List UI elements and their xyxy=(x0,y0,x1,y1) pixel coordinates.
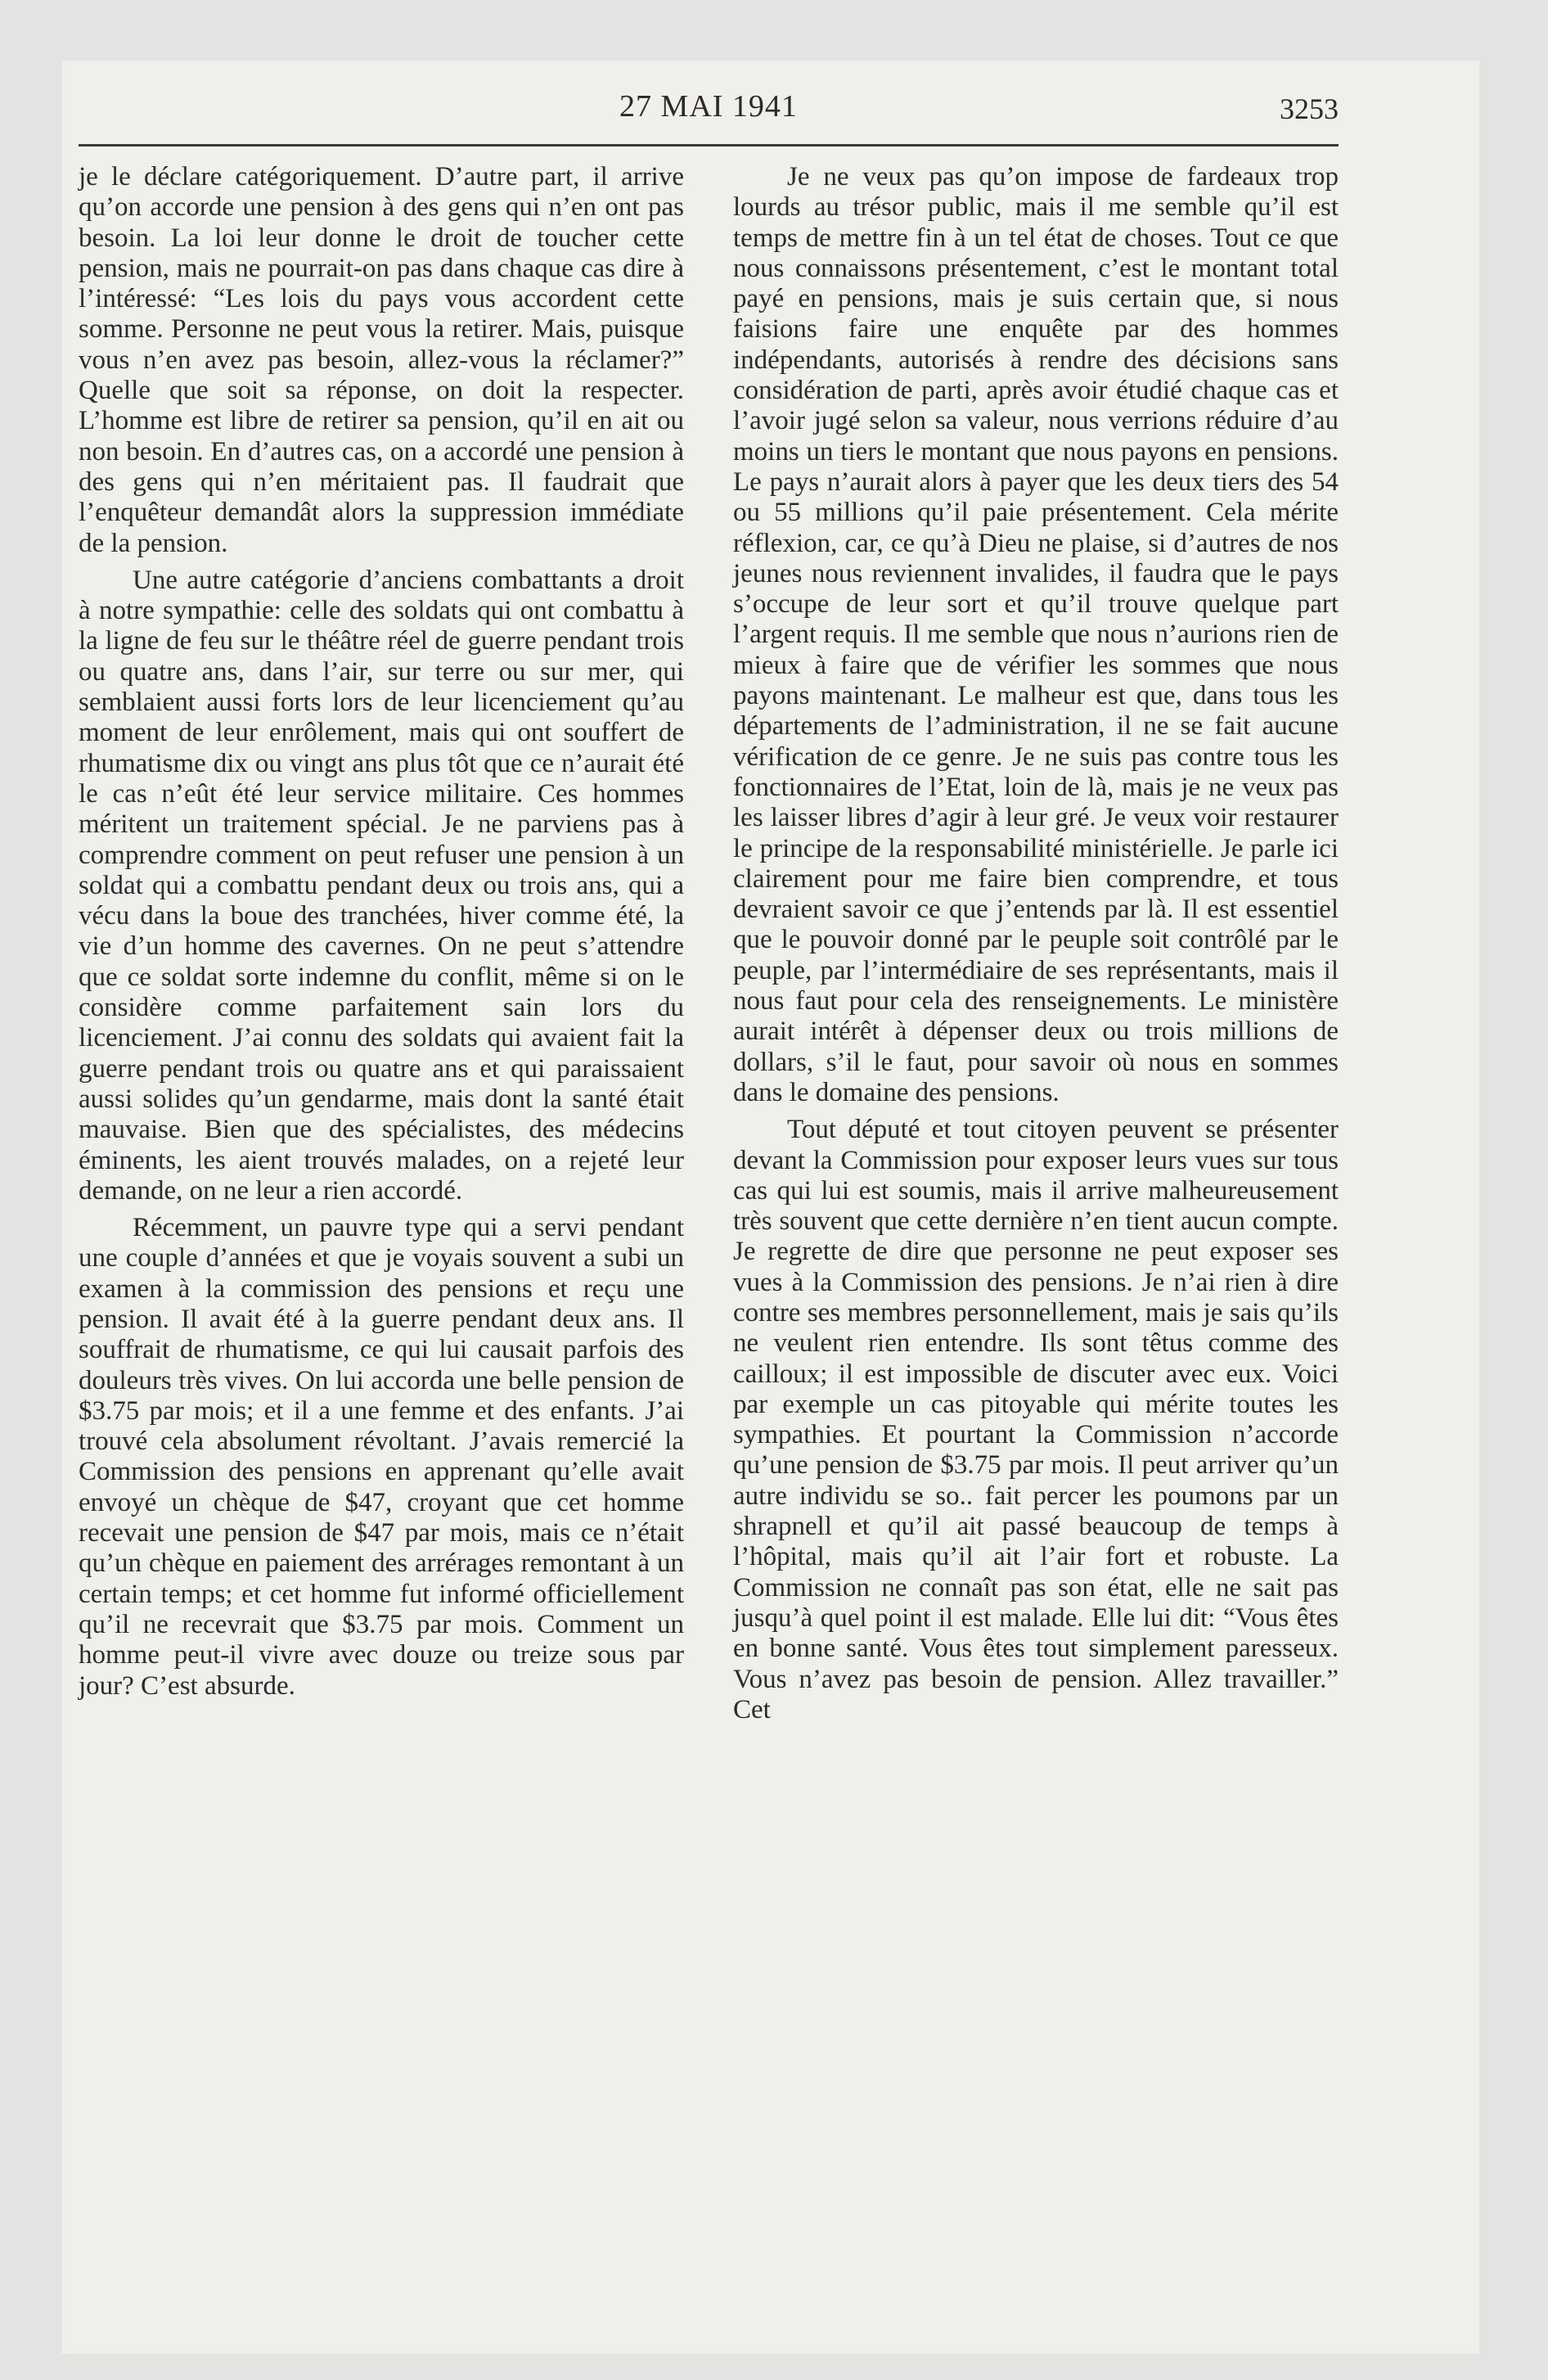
page-header xyxy=(79,88,1339,137)
paragraph: Une autre catégorie d’anciens combattants a droit à notre sympathie: celle des soldats qui ont combattu à la ligne de feu sur le théâtre réel de guerre pendant trois ou quatre ans, dans l’air, sur terre ou sur mer, qui semblaient aussi forts lors de leur licenciement qu’au moment de leur enrôlement, mais qui ont souffert de rhumatisme dix ou vingt ans plus tôt que ce n’aurait été le cas n’eût été leur service militaire. Ces hommes méritent un traitement spécial. Je ne parviens pas à comprendre comment on peut refuser une pension à un soldat qui a combattu pendant deux ou trois ans, qui a vécu dans la boue des tranchées, hiver comme été, la vie d’un homme des cavernes. On ne peut s’attendre que ce soldat sorte indemne du conflit, même si on le considère comme parfaitement sain lors du licenciement. J’ai connu des soldats qui avaient fait la guerre pendant trois ou quatre ans et qui paraissaient aussi solides qu’un gendarme, mais dont la santé était mauvaise. Bien que des spécialistes, des médecins éminents, les aient trouvés malades, on a rejeté leur demande, on ne leur a rien accordé. xyxy=(79,565,684,1206)
header-date: 27 MAI 1941 xyxy=(619,89,798,124)
paragraph: Tout député et tout citoyen peuvent se présenter devant la Commission pour exposer leurs vues sur tous cas qui lui est soumis, mais il arrive malheureusement très souvent que cette dernière n’en tient aucun compte. Je regrette de dire que personne ne peut exposer ses vues à la Commission des pensions. Je n’ai rien à dire contre ses membres personnellement, mais je sais qu’ils ne veulent rien entendre. Ils sont têtus comme des cailloux; il est impossible de discuter avec eux. Voici par exemple un cas pitoyable qui mérite toutes les sympathies. Et pourtant la Commission n’accorde qu’une pension de $3.75 par mois. Il peut arriver qu’un autre individu se so.. fait percer les poumons par un shrapnell et qu’il ait passé beaucoup de temps à l’hôpital, mais qu’il ait l’air fort et robuste. La Commission ne connaît pas son état, elle ne sait pas jusqu’à quel point il est malade. Elle lui dit: “Vous êtes en bonne santé. Vous êtes tout simplement paresseux. Vous n’avez pas besoin de pension. Allez travailler.” Cet xyxy=(733,1115,1339,1724)
paragraph: je le déclare catégoriquement. D’autre part, il arrive qu’on accorde une pension à des gens qui n’en ont pas besoin. La loi leur donne le droit de toucher cette pension, mais ne pourrait-on pas dans chaque cas dire à l’intéressé: “Les lois du pays vous accordent cette somme. Personne ne peut vous la retirer. Mais, puisque vous n’en avez pas besoin, allez-vous la réclamer?” Quelle que soit sa réponse, on doit la respecter. L’homme est libre de retirer sa pension, qu’il en ait ou non besoin. En d’autres cas, on a accordé une pension à des gens qui n’en méritaient pas. Il faudrait que l’enquêteur demandât alors la suppression immédiate de la pension. xyxy=(79,162,684,558)
paragraph: Je ne veux pas qu’on impose de fardeaux trop lourds au trésor public, mais il me semble qu’il est temps de mettre fin à un tel état de choses. Tout ce que nous connaissons présentement, c’est le montant total payé en pensions, mais je suis certain que, si nous faisions faire une enquête par des hommes indépendants, autorisés à rendre des décisions sans considération de parti, après avoir étudié chaque cas et l’avoir jugé selon sa valeur, nous verrions réduire d’au moins un tiers le montant que nous payons en pensions. Le pays n’aurait alors à payer que les deux tiers des 54 ou 55 millions qu’il paie présentement. Cela mérite réflexion, car, ce qu’à Dieu ne plaise, si d’autres de nos jeunes nous reviennent invalides, il faudra que le pays s’occupe de leur sort et qu’il trouve quelque part l’argent requis. Il me semble que nous n’aurions rien de mieux à faire que de vérifier les sommes que nous payons maintenant. Le malheur est que, dans tous les départements de l’administration, il ne se fait aucune vérification de ce genre. Je ne suis pas contre tous les fonctionnaires de l’Etat, loin de là, mais je ne veux pas les laisser libres d’agir à leur gré. Je veux voir restaurer le principe de la responsabilité ministérielle. Je parle ici clairement pour me faire bien comprendre, et tous devraient savoir ce que j’entends par là. Il est essentiel que le pouvoir donné par le peuple soit contrôlé par le peuple, par l’intermédiaire de ses représentants, mais il nous faut pour cela des renseignements. Le ministère aurait intérêt à dépenser deux ou trois millions de dollars, s’il le faut, pour savoir où nous en sommes dans le domaine des pensions. xyxy=(733,162,1339,1107)
header-rule xyxy=(79,144,1339,146)
left-column xyxy=(79,162,684,1702)
right-column xyxy=(733,162,1339,1725)
page-number: 3253 xyxy=(1280,92,1339,125)
paragraph: Récemment, un pauvre type qui a servi pendant une couple d’années et que je voyais souvent a subi un examen à la commission des pensions et reçu une pension. Il avait été à la guerre pendant deux ans. Il souffrait de rhumatisme, ce qui lui causait parfois des douleurs très vives. On lui accorda une belle pension de $3.75 par mois; et il a une femme et des enfants. J’ai trouvé cela absolument révoltant. J’avais remercié la Commission des pensions en apprenant qu’elle avait envoyé un chèque de $47, croyant que cet homme recevait une pension de $47 par mois, mais ce n’était qu’un chèque en paiement des arrérages remontant à un certain temps; et cet homme fut informé officiellement qu’il ne recevrait que $3.75 par mois. Comment un homme peut-il vivre avec douze ou treize sous par jour? C’est absurde. xyxy=(79,1213,684,1701)
